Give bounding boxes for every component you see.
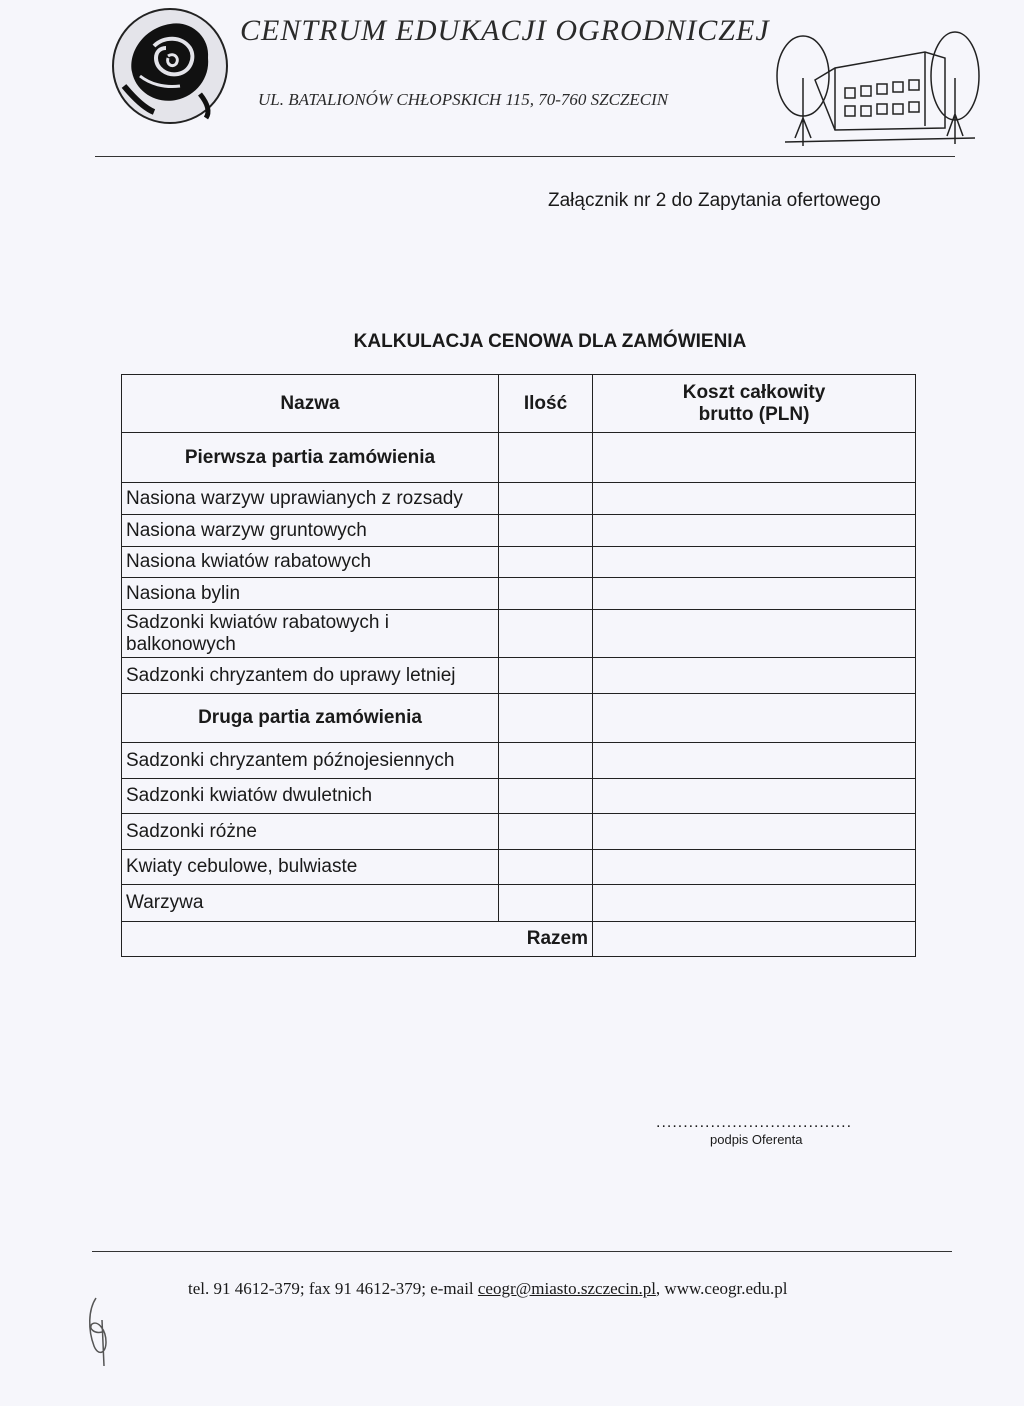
organization-address: UL. BATALIONÓW CHŁOPSKICH 115, 70-760 SZCZECIN [258, 90, 669, 109]
footer-divider [92, 1251, 952, 1252]
cost-cell[interactable] [593, 743, 916, 779]
quantity-cell[interactable] [499, 850, 593, 885]
table-header-row [122, 375, 916, 433]
table-row [122, 850, 916, 885]
cost-cell[interactable] [593, 814, 916, 850]
contact-footer [188, 1279, 787, 1299]
cost-cell[interactable] [593, 483, 916, 515]
website-link[interactable]: www.ceogr.edu.pl [664, 1279, 788, 1298]
quantity-cell[interactable] [499, 610, 593, 658]
quantity-cell[interactable] [499, 658, 593, 694]
header-divider [95, 156, 955, 157]
section-title: Pierwsza partia zamówienia [122, 433, 499, 483]
item-name: Nasiona bylin [122, 578, 499, 610]
section-row [122, 433, 916, 483]
cost-cell[interactable] [593, 515, 916, 547]
section-row [122, 694, 916, 743]
cost-cell[interactable] [593, 885, 916, 922]
item-name: Sadzonki kwiatów dwuletnich [122, 779, 499, 814]
column-header-quantity: Ilość [499, 375, 593, 433]
cost-cell[interactable] [593, 850, 916, 885]
cost-cell[interactable] [593, 547, 916, 578]
quantity-cell[interactable] [499, 515, 593, 547]
item-name: Nasiona kwiatów rabatowych [122, 547, 499, 578]
total-cost-cell[interactable] [593, 922, 916, 957]
table-row [122, 515, 916, 547]
item-name: Nasiona warzyw gruntowych [122, 515, 499, 547]
signature-label: podpis Oferenta [710, 1132, 803, 1147]
document-title: KALKULACJA CENOWA DLA ZAMÓWIENIA [353, 331, 747, 352]
cost-cell[interactable] [593, 578, 916, 610]
email-link[interactable]: ceogr@miasto.szczecin.pl [477, 1279, 656, 1298]
cost-cell[interactable] [593, 779, 916, 814]
item-name: Kwiaty cebulowe, bulwiaste [122, 850, 499, 885]
item-name: Sadzonki kwiatów rabatowych i balkonowych [122, 610, 499, 658]
quantity-cell[interactable] [499, 547, 593, 578]
item-name: Sadzonki chryzantem późnojesiennych [122, 743, 499, 779]
quantity-cell[interactable] [499, 578, 593, 610]
column-header-total-cost [593, 375, 916, 433]
column-header-name: Nazwa [122, 375, 499, 433]
total-label: Razem [122, 922, 593, 957]
quantity-cell[interactable] [499, 885, 593, 922]
quantity-cell[interactable] [499, 743, 593, 779]
quantity-cell[interactable] [499, 694, 593, 743]
total-row [122, 922, 916, 957]
quantity-cell[interactable] [499, 433, 593, 483]
item-name: Warzywa [122, 885, 499, 922]
annex-label: Załącznik nr 2 do Zapytania ofertowego [548, 190, 881, 211]
price-calculation-table [121, 374, 916, 957]
item-name: Sadzonki różne [122, 814, 499, 850]
quantity-cell[interactable] [499, 779, 593, 814]
table-row [122, 779, 916, 814]
signature-line: .................................... [656, 1114, 853, 1131]
table-row [122, 814, 916, 850]
table-row [122, 578, 916, 610]
cost-cell[interactable] [593, 694, 916, 743]
quantity-cell[interactable] [499, 483, 593, 515]
cost-cell[interactable] [593, 658, 916, 694]
column-header-total-cost-line1: Koszt całkowity [682, 381, 826, 403]
footer-separator: , [655, 1279, 665, 1298]
quantity-cell[interactable] [499, 814, 593, 850]
table-row [122, 885, 916, 922]
school-building-icon [775, 18, 980, 148]
cost-cell[interactable] [593, 610, 916, 658]
column-header-total-cost-line2: brutto (PLN) [698, 403, 810, 425]
contact-text: tel. 91 4612-379; fax 91 4612-379; e-mail [188, 1279, 478, 1298]
table-row [122, 483, 916, 515]
table-row [122, 658, 916, 694]
item-name: Sadzonki chryzantem do uprawy letniej [122, 658, 499, 694]
rose-logo-icon [110, 6, 230, 126]
table-row [122, 743, 916, 779]
item-name: Nasiona warzyw uprawianych z rozsady [122, 483, 499, 515]
organization-name: CENTRUM EDUKACJI OGRODNICZEJ [240, 14, 770, 47]
table-row [122, 610, 916, 658]
section-title: Druga partia zamówienia [122, 694, 499, 743]
cost-cell[interactable] [593, 433, 916, 483]
table-row [122, 547, 916, 578]
handwritten-initials-icon [80, 1290, 120, 1370]
